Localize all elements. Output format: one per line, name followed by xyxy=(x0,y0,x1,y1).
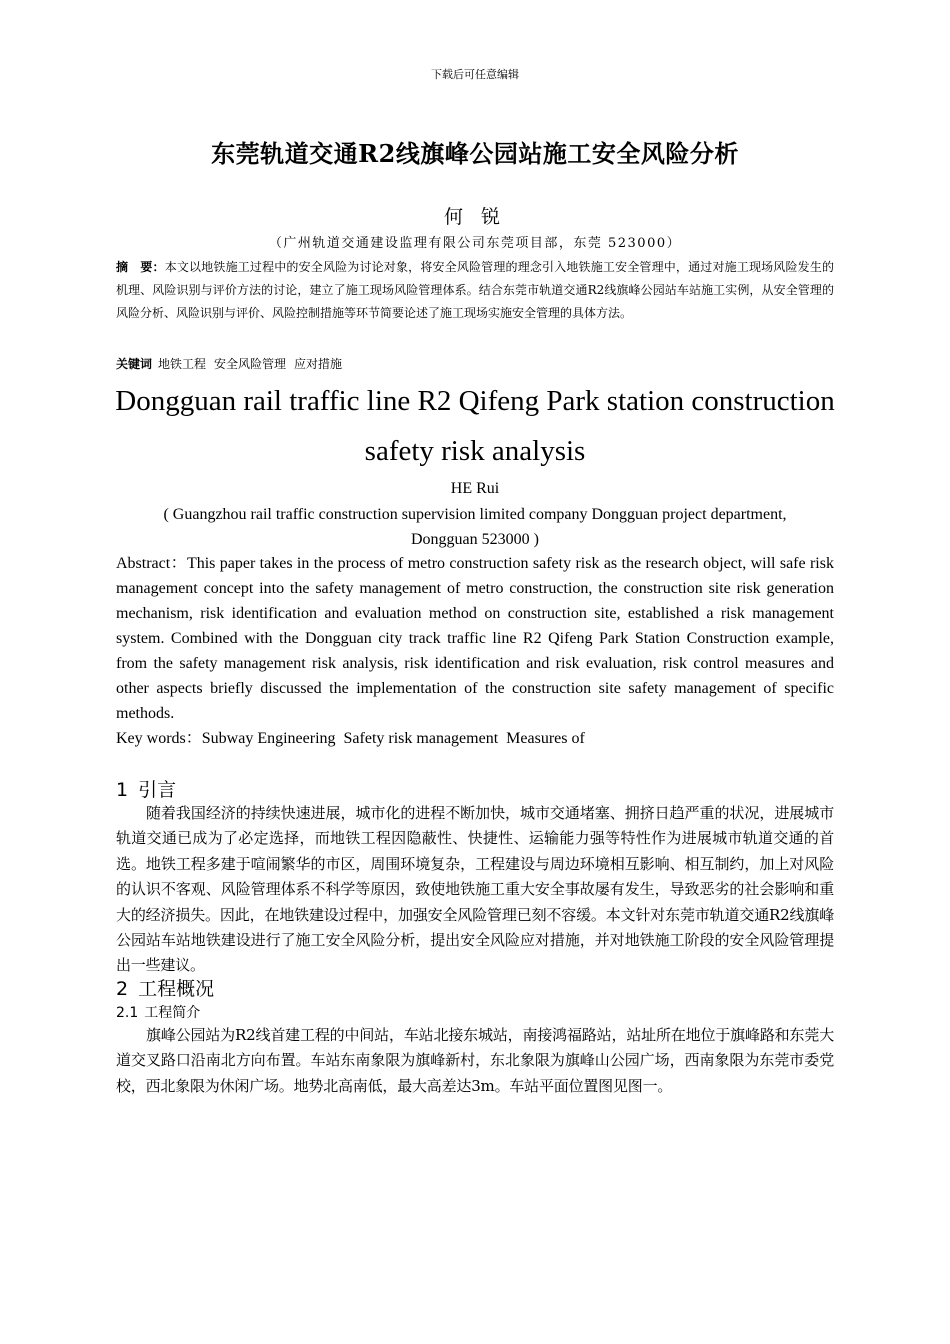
chinese-abstract xyxy=(116,256,834,325)
section-1-paragraph: 随着我国经济的持续快速进展，城市化的进程不断加快，城市交通堵塞、拥挤日趋严重的状况，进展城市轨道交通已成为了必定选择，而地铁工程因隐蔽性、快捷性、运输能力强等特性作为进展城市轨道交通的首选。地铁工程多建于喧闹繁华的市区，周围环境复杂，工程建设与周边环境相互影响、相互制约，加上对风险的认识不客观、风险管理体系不科学等原因，致使地铁施工重大安全事故屡有发生，导致恶劣的社会影响和重大的经济损失。因此，在地铁建设过程中，加强安全风险管理已刻不容缓。本文针对东莞市轨道交通R2线旗峰公园站车站地铁建设进行了施工安全风险分析，提出安全风险应对措施，并对地铁施工阶段的安全风险管理提出一些建议。 xyxy=(116,804,834,975)
section-2-title: 工程概况 xyxy=(138,978,215,1000)
chinese-abstract-text: 本文以地铁施工过程中的安全风险为讨论对象，将安全风险管理的理念引入地铁施工安全管理中，通过对施工现场风险发生的机理、风险识别与评价方法的讨论，建立了施工现场风险管理体系。结合东莞市轨道交通R2线旗峰公园站车站施工实例，从安全管理的风险分析、风险识别与评价、风险控制措施等环节简要论述了施工现场实施安全管理的具体方法。 xyxy=(116,260,834,320)
chinese-author: 何 锐 xyxy=(443,206,507,228)
english-keyword: Safety risk management xyxy=(343,730,499,747)
chinese-keyword: 应对措施 xyxy=(294,357,343,371)
section-2-heading xyxy=(116,974,214,1001)
chinese-keyword: 安全风险管理 xyxy=(214,357,287,371)
english-abstract xyxy=(116,551,834,726)
chinese-keyword: 地铁工程 xyxy=(158,357,207,371)
section-1-heading xyxy=(116,775,176,802)
english-abstract-label: Abstract： xyxy=(116,555,187,572)
english-keywords xyxy=(116,726,834,751)
section-2-number: 2 xyxy=(116,978,129,1000)
chinese-title: 东莞轨道交通R2线旗峰公园站施工安全风险分析 xyxy=(211,139,739,168)
chinese-keywords-label: 关键词 xyxy=(116,357,153,371)
chinese-keywords xyxy=(116,354,834,374)
english-keywords-label: Key words： xyxy=(116,730,202,747)
section-2-1-title: 工程简介 xyxy=(144,1005,201,1021)
section-1-number: 1 xyxy=(116,779,129,801)
section-2-1-heading xyxy=(116,1002,200,1022)
english-author: HE Rui xyxy=(450,480,500,497)
chinese-affiliation: （广州轨道交通建设监理有限公司东莞项目部，东莞 523000） xyxy=(268,236,682,251)
english-affiliation: ( Guangzhou rail traffic construction supervision limited company Dongguan project department, Dongguan 523000 ) xyxy=(163,506,787,548)
english-title: Dongguan rail traffic line R2 Qifeng Park station construction safety risk analysis xyxy=(115,385,835,467)
header-note: 下载后可任意编辑 xyxy=(431,68,519,81)
section-2-1-number: 2.1 xyxy=(116,1005,139,1021)
english-keyword: Measures of xyxy=(506,730,585,747)
chinese-abstract-label: 摘 要： xyxy=(116,260,165,274)
english-keyword: Subway Engineering xyxy=(201,730,336,747)
section-2-1-paragraph: 旗峰公园站为R2线首建工程的中间站，车站北接东城站，南接鸿福路站，站址所在地位于旗峰路和东莞大道交叉路口沿南北方向布置。车站东南象限为旗峰新村，东北象限为旗峰山公园广场，西南象限为东莞市委党校，西北象限为休闲广场。地势北高南低，最大高差达3m。车站平面位置图见图一。 xyxy=(116,1026,834,1095)
english-abstract-text: This paper takes in the process of metro construction safety risk as the research object, will safe risk management concept into the safety management of metro construction, the construction site risk generation mechanism, risk identification and evaluation method on construction site, established a risk management system. Combined with the Dongguan city track traffic line R2 Qifeng Park Station Construction example, from the safety management risk analysis, risk identification and risk evaluation, risk control measures and other aspects briefly discussed the implementation of the construction site safety management of specific methods. xyxy=(116,555,834,722)
section-1-title: 引言 xyxy=(138,779,177,801)
